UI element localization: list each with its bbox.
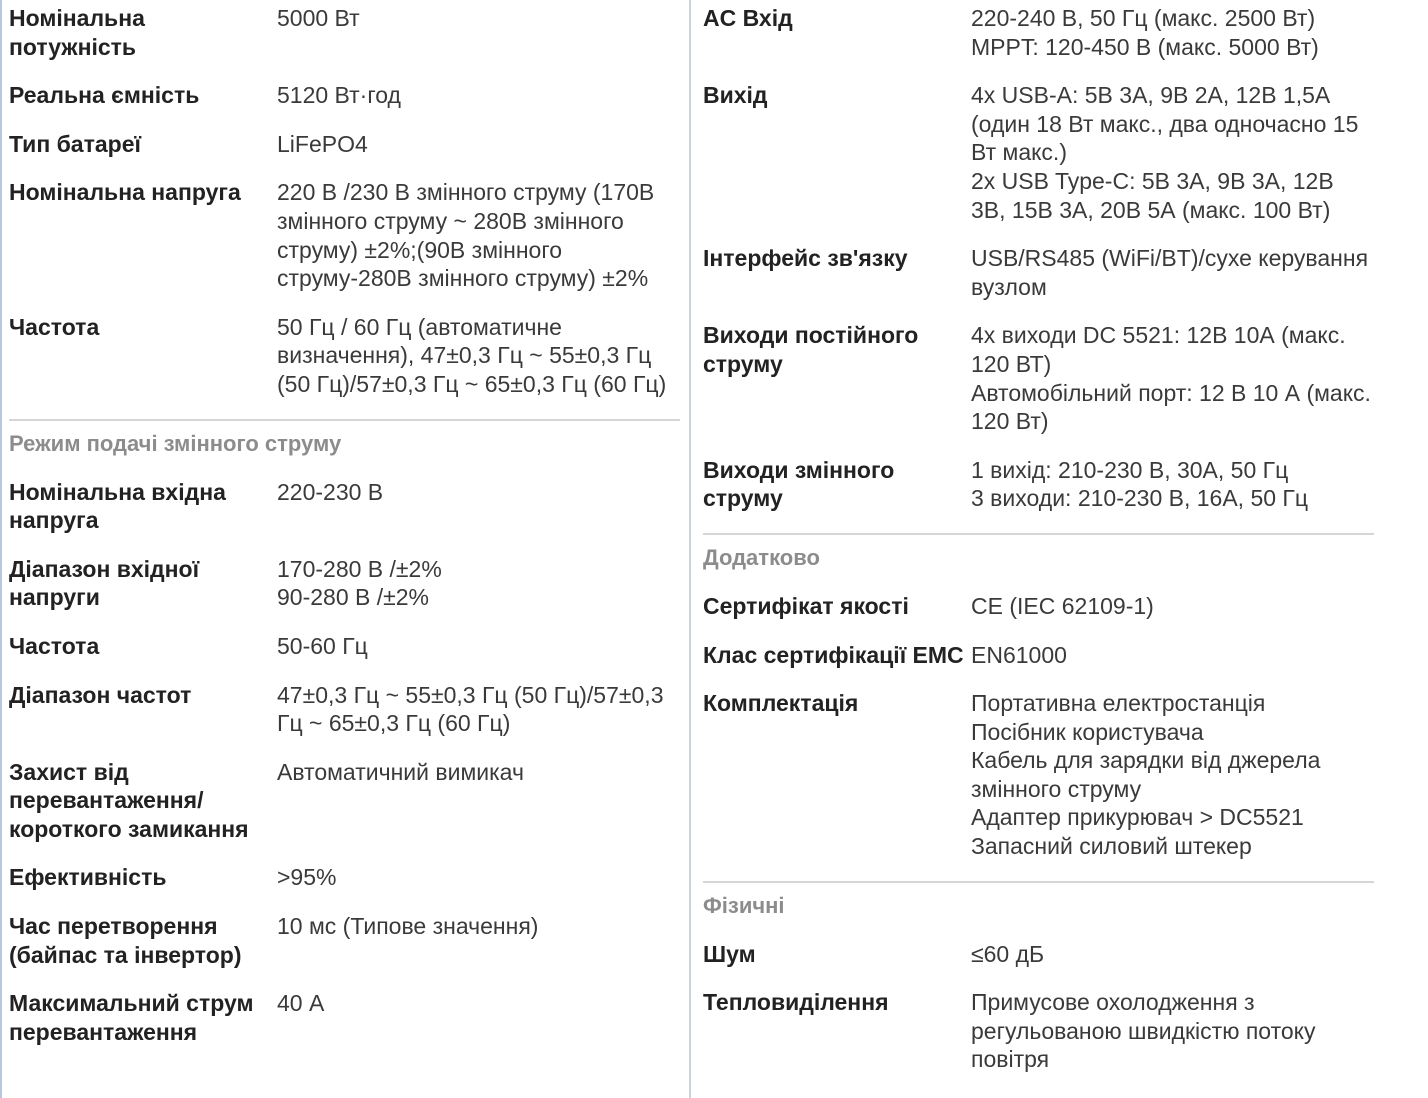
spec-value: 170-280 В /±2% 90-280 В /±2%: [277, 555, 442, 611]
spec-row-ac-input: [703, 4, 1374, 61]
spec-label: Сертифікат якості: [703, 592, 909, 619]
spec-row-rated-power: [9, 4, 680, 61]
spec-label: AC Вхід: [703, 5, 793, 31]
spec-value: 5120 Вт·год: [277, 82, 401, 109]
spec-row-frequency: [9, 313, 680, 399]
spec-value: LiFePO4: [277, 130, 368, 157]
spec-value: 4x виходи DC 5521: 12В 10А (макс. 120 ВТ) Автомобільний порт: 12 В 10 А (макс. 120 Вт): [971, 322, 1371, 435]
spec-label: Реальна ємність: [9, 82, 200, 109]
spec-value: 47±0,3 Гц ~ 55±0,3 Гц (50 Гц)/57±0,3 Гц ~ 65±0,3 Гц (60 Гц): [277, 681, 664, 737]
spec-label: Клас сертифікації EMC: [703, 641, 964, 668]
spec-row-real-capacity: [9, 81, 680, 110]
spec-row-rated-voltage: [9, 178, 680, 292]
spec-row-transfer-time: [9, 912, 680, 969]
section-header-extra: Додатково: [703, 533, 1374, 572]
spec-row-output: [703, 81, 1374, 224]
page-left-border: [0, 0, 2, 1098]
spec-value: 5000 Вт: [277, 5, 360, 31]
spec-label: Номінальна потужність: [9, 5, 145, 60]
spec-row-frequency-range: [9, 681, 680, 738]
spec-label: Інтерфейс зв'язку: [703, 245, 908, 272]
spec-label: Виходи постійного струму: [703, 322, 919, 377]
spec-label: Комплектація: [703, 690, 859, 717]
spec-value: 10 мс (Типове значення): [277, 913, 539, 940]
spec-value: 40 А: [277, 990, 325, 1017]
specs-left-column: [9, 0, 680, 1066]
spec-label: Тип батареї: [9, 130, 141, 157]
spec-row-ac-frequency: [9, 632, 680, 661]
spec-row-noise: [703, 940, 1374, 969]
spec-row-input-voltage-range: [9, 555, 680, 612]
spec-value: 220 В /230 В змінного струму (170В змінного струму ~ 280В змінного струму) ±2%;(90В змінного струму-280В змінного струму) ±2%: [277, 179, 655, 292]
spec-label: Захист від перевантаження/ короткого замикання: [9, 758, 249, 842]
spec-value: Портативна електростанція Посібник користувача Кабель для зарядки від джерела змінного струму Адаптер прикурювач > DC5521 Запасний силовий штекер: [971, 690, 1321, 860]
spec-value: 4x USB-A: 5В 3А, 9В 2А, 12В 1,5А (один 18 Вт макс., два одночасно 15 Вт макс.) 2x USB Type-C: 5В 3А, 9В 3А, 12В 3В, 15В 3А, 20В 5А (макс. 100 Вт): [971, 82, 1359, 223]
spec-value: >95%: [277, 864, 337, 891]
spec-label: Час перетворення (байпас та інвертор): [9, 913, 242, 968]
spec-value: EN61000: [971, 641, 1067, 668]
spec-value: Примусове охолодження з регульованою швидкістю потоку повітря: [971, 989, 1316, 1073]
column-divider: [689, 0, 691, 1098]
spec-row-heat-dissipation: [703, 988, 1374, 1074]
section-header-ac-mode: Режим подачі змінного струму: [9, 419, 680, 458]
spec-label: Номінальна напруга: [9, 179, 241, 206]
spec-row-efficiency: [9, 863, 680, 892]
section-header-physical: Фізичні: [703, 881, 1374, 920]
spec-row-ac-outputs: [703, 456, 1374, 513]
spec-value: CE (IEC 62109-1): [971, 592, 1154, 619]
spec-label: Діапазон вхідної напруги: [9, 555, 200, 611]
specs-right-column: [703, 0, 1374, 1094]
spec-label: Тепловиділення: [703, 989, 889, 1016]
spec-row-overload-protection: [9, 758, 680, 844]
spec-row-package-contents: [703, 689, 1374, 861]
spec-row-rated-input-voltage: [9, 478, 680, 535]
spec-label: Шум: [703, 940, 756, 967]
spec-value: Автоматичний вимикач: [277, 758, 524, 785]
spec-row-battery-type: [9, 130, 680, 159]
spec-row-interface: [703, 244, 1374, 301]
spec-label: Максимальний струм перевантаження: [9, 990, 254, 1045]
spec-value: USB/RS485 (WiFi/BT)/сухе керування вузлом: [971, 245, 1369, 300]
spec-value: 220-230 В: [277, 478, 384, 505]
spec-row-emc-class: [703, 641, 1374, 670]
spec-label: Частота: [9, 313, 100, 340]
spec-label: Діапазон частот: [9, 681, 192, 708]
spec-value: 1 вихід: 210-230 В, 30А, 50 Гц 3 виходи: 210-230 В, 16А, 50 Гц: [971, 456, 1309, 512]
spec-value: 50-60 Гц: [277, 632, 368, 659]
spec-value: 220-240 В, 50 Гц (макс. 2500 Вт) MPPT: 120-450 В (макс. 5000 Вт): [971, 5, 1319, 60]
spec-row-dc-outputs: [703, 321, 1374, 435]
spec-row-max-overload-current: [9, 989, 680, 1046]
spec-label: Виходи змінного струму: [703, 456, 895, 512]
spec-value: ≤60 дБ: [971, 940, 1045, 967]
spec-label: Номінальна вхідна напруга: [9, 478, 226, 534]
spec-label: Частота: [9, 632, 100, 659]
spec-row-quality-certificate: [703, 592, 1374, 621]
spec-value: 50 Гц / 60 Гц (автоматичне визначення), 47±0,3 Гц ~ 55±0,3 Гц (50 Гц)/57±0,3 Гц ~ 65±0,3 Гц (60 Гц): [277, 313, 667, 397]
spec-label: Ефективність: [9, 864, 167, 891]
spec-label: Вихід: [703, 82, 768, 109]
